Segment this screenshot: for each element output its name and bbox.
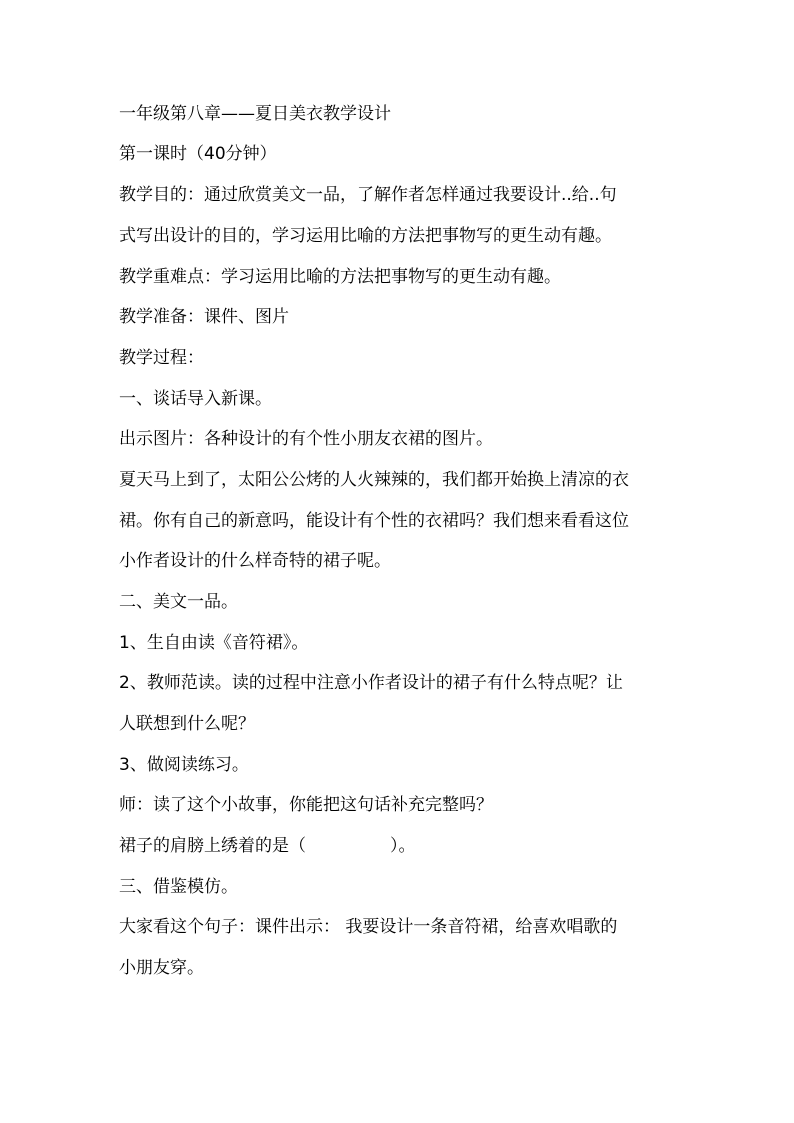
intro-line-3: 小作者设计的什么样奇特的裙子呢。: [119, 551, 391, 571]
step-2-line-1: 2、教师范读。读的过程中注意小作者设计的裙子有什么特点呢？让: [119, 673, 623, 693]
objective-line-2: 式写出设计的目的，学习运用比喻的方法把事物写的更生动有趣。: [119, 226, 612, 246]
show-picture: 出示图片：各种设计的有个性小朋友衣裙的图片。: [119, 429, 493, 449]
example-line-1: 大家看这个句子：课件出示： 我要设计一条音符裙，给喜欢唱歌的: [119, 917, 618, 937]
section-3-heading: 三、借鉴模仿。: [119, 877, 238, 897]
fill-blank-sentence: [119, 836, 679, 856]
lesson-duration: 第一课时（40分钟）: [119, 144, 277, 164]
section-1-heading: 一、谈话导入新课。: [119, 389, 272, 409]
section-2-heading: 二、美文一品。: [119, 592, 238, 612]
step-3: 3、做阅读练习。: [119, 755, 249, 775]
fill-blank-end: ）。: [390, 836, 416, 856]
fill-blank-start: 裙子的肩膀上绣着的是（: [119, 836, 306, 856]
teacher-prompt: 师：读了这个小故事，你能把这句话补充完整吗？: [119, 795, 493, 815]
key-point: 教学重难点：学习运用比喻的方法把事物写的更生动有趣。: [119, 267, 561, 287]
objective-line-1: 教学目的：通过欣赏美文一品，了解作者怎样通过我要设计..给..句: [119, 185, 617, 205]
intro-line-2: 裙。你有自己的新意吗，能设计有个性的衣裙吗？我们想来看看这位: [119, 511, 629, 531]
example-line-2: 小朋友穿。: [119, 958, 204, 978]
process-heading: 教学过程：: [119, 348, 204, 368]
step-2-line-2: 人联想到什么呢？: [119, 714, 255, 734]
preparation: 教学准备：课件、图片: [119, 307, 289, 327]
step-1: 1、生自由读《音符裙》。: [119, 633, 309, 653]
intro-line-1: 夏天马上到了，太阳公公烤的人火辣辣的，我们都开始换上清凉的衣: [119, 470, 629, 490]
document-title: 一年级第八章——夏日美衣教学设计: [119, 104, 391, 124]
document-body: [119, 104, 679, 978]
